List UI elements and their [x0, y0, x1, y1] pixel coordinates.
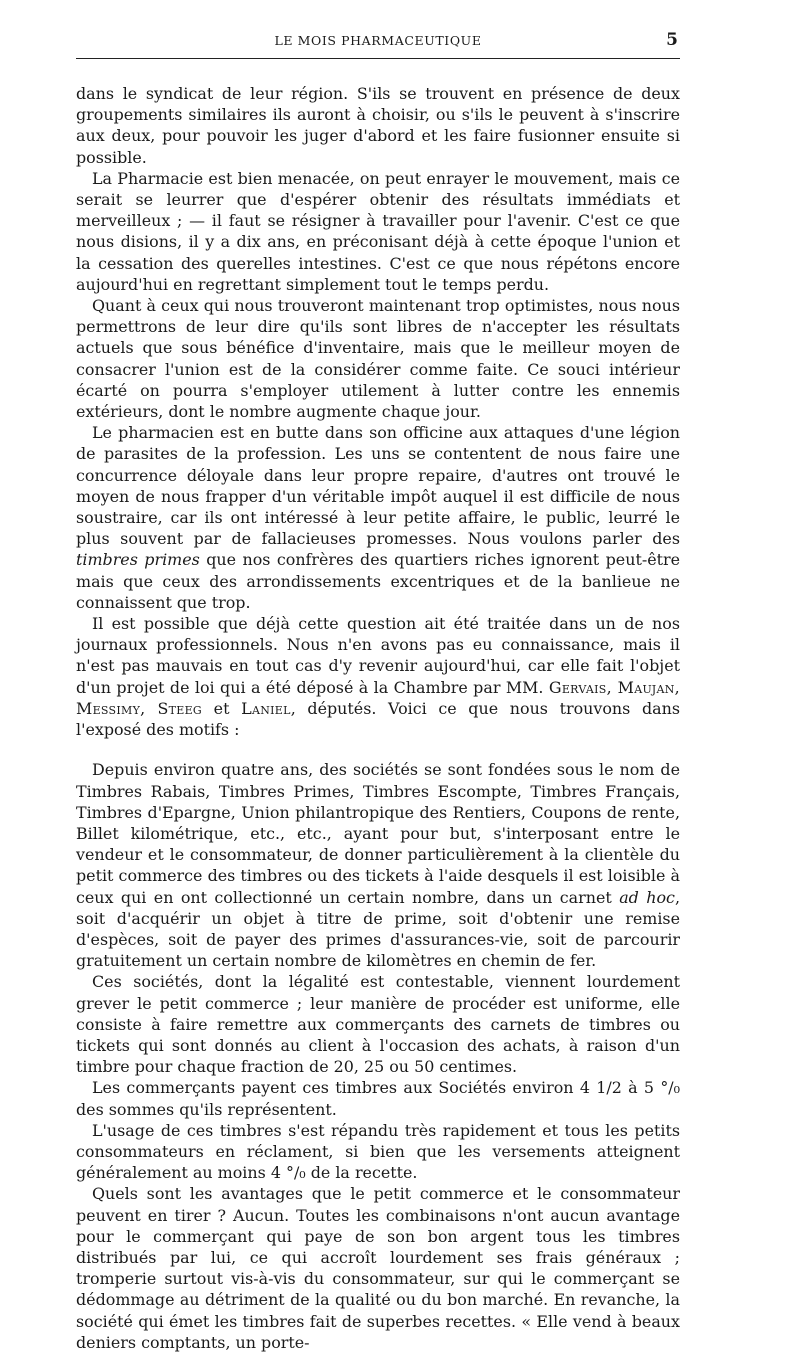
- text-run: que nos confrères des quartiers riches ignorent peut-être mais que ceux des arrondissements excentriques et de la banlieue ne connaissent que trop.: [76, 550, 680, 612]
- running-title: LE MOIS PHARMACEUTIQUE: [274, 33, 482, 48]
- paragraph: La Pharmacie est bien menacée, on peut enrayer le mouvement, mais ce serait se leurrer que d'espérer obtenir des résultats immédiats et merveilleux ; — il faut se résigner à travailler pour l'avenir. C'est ce que nous disions, il y a dix ans, en préconisant déjà à cette époque l'union et la cessation des querelles intestines. C'est ce que nous répétons encore aujourd'hui en regrettant simplement tout le temps perdu.: [76, 168, 680, 294]
- text-run: Le pharmacien est en butte dans son officine aux attaques d'une légion de parasites de la profession. Les uns se contentent de nous faire une concurrence déloyale dans leur propre repaire, d'autres ont trouvé le moyen de nous frapper d'un véritable impôt auquel il est difficile de nous soustraire, car ils ont intéressé à leur petite affaire, le public, leurré le plus souvent par de fallacieuses promesses. Nous voulons parler des: [76, 423, 680, 549]
- text-run: et: [202, 698, 242, 718]
- paragraph: [76, 613, 680, 740]
- page-number: 5: [666, 30, 678, 50]
- quote-paragraph: [76, 759, 680, 971]
- section-gap: [76, 740, 680, 759]
- quote-paragraph: Quels sont les avantages que le petit commerce et le consommateur peuvent en tirer ? Aucun. Toutes les combinaisons n'ont aucun avantage pour le commerçant qui paye de son bon argent tous les timbres distribués par lui, ce qui accroît lourdement ses frais généraux ; tromperie surtout vis-à-vis du consommateur, sur qui le commerçant se dédommage au détriment de la qualité ou du bon marché. En revanche, la société qui émet les timbres fait de superbes recettes. « Elle vend à beaux deniers comptants, un porte-: [76, 1184, 680, 1352]
- deputy-name: Laniel: [241, 698, 291, 718]
- text-run: Il est possible que déjà cette question ait été traitée dans un de nos journaux professionnels. Nous n'en avons pas eu connaissance, mais il n'est pas mauvais en tout cas d'y revenir aujourd'hui, car elle fait l'objet d'un projet de loi qui a été déposé à la Chambre par MM.: [76, 614, 680, 697]
- deputy-names: Gervais, Maujan, Messimy, Steeg: [76, 677, 680, 718]
- paragraph: [76, 422, 680, 613]
- quoted-motives: [76, 759, 680, 1353]
- article-body: [76, 83, 680, 1353]
- quote-paragraph: L'usage de ces timbres s'est répandu très rapidement et tous les petits consommateurs en réclament, si bien que les versements atteignent généralement au moins 4 °/₀ de la recette.: [76, 1120, 680, 1183]
- quote-paragraph: Les commerçants payent ces timbres aux Sociétés environ 4 1/2 à 5 °/₀ des sommes qu'ils représentent.: [76, 1078, 680, 1119]
- document-page: [76, 30, 680, 1353]
- text-run: , députés. Voici ce que nous trouvons dans l'exposé des motifs :: [76, 698, 681, 740]
- page-header: [76, 30, 680, 59]
- paragraph: Quant à ceux qui nous trouveront maintenant trop optimistes, nous nous permettrons de leur dire qu'ils sont libres de n'accepter les résultats actuels que sous bénéfice d'inventaire, mais que le meilleur moyen de consacrer l'union est de la considérer comme faite. Ce souci intérieur écarté on pourra s'employer utilement à lutter contre les ennemis extérieurs, dont le nombre augmente chaque jour.: [76, 296, 680, 422]
- text-run: Depuis environ quatre ans, des sociétés se sont fondées sous le nom de Timbres Rabais, Timbres Primes, Timbres Escompte, Timbres Français, Timbres d'Epargne, Union philantropique des Rentiers, Coupons de rente, Billet kilométrique, etc., etc., ayant pour but, s'interposant entre le vendeur et le consommateur, de donner particulièrement à la clientèle du petit commerce des timbres ou des tickets à l'aide desquels il est loisible à ceux qui en ont collectionné un certain nombre, dans un carnet: [76, 760, 680, 907]
- quote-paragraph: Ces sociétés, dont la légalité est contestable, viennent lourdement grever le petit commerce ; leur manière de procéder est uniforme, elle consiste à faire remettre aux commerçants des carnets de timbres ou tickets qui sont donnés au client à l'occasion des achats, à raison d'un timbre pour chaque fraction de 20, 25 ou 50 centimes.: [76, 972, 680, 1077]
- paragraph: dans le syndicat de leur région. S'ils se trouvent en présence de deux groupements similaires ils auront à choisir, ou s'ils le peuvent à s'inscrire aux deux, pour pouvoir les juger d'abord et les faire fusionner ensuite si possible.: [76, 84, 680, 167]
- emphasis: ad hoc: [619, 887, 675, 907]
- emphasis: timbres primes: [76, 550, 200, 570]
- text-run: , soit d'acquérir un objet à titre de prime, soit d'obtenir une remise d'espèces, soit de payer des primes d'assurances-vie, soit de parcourir gratuitement un certain nombre de kilomètres en chemin de fer.: [76, 887, 680, 971]
